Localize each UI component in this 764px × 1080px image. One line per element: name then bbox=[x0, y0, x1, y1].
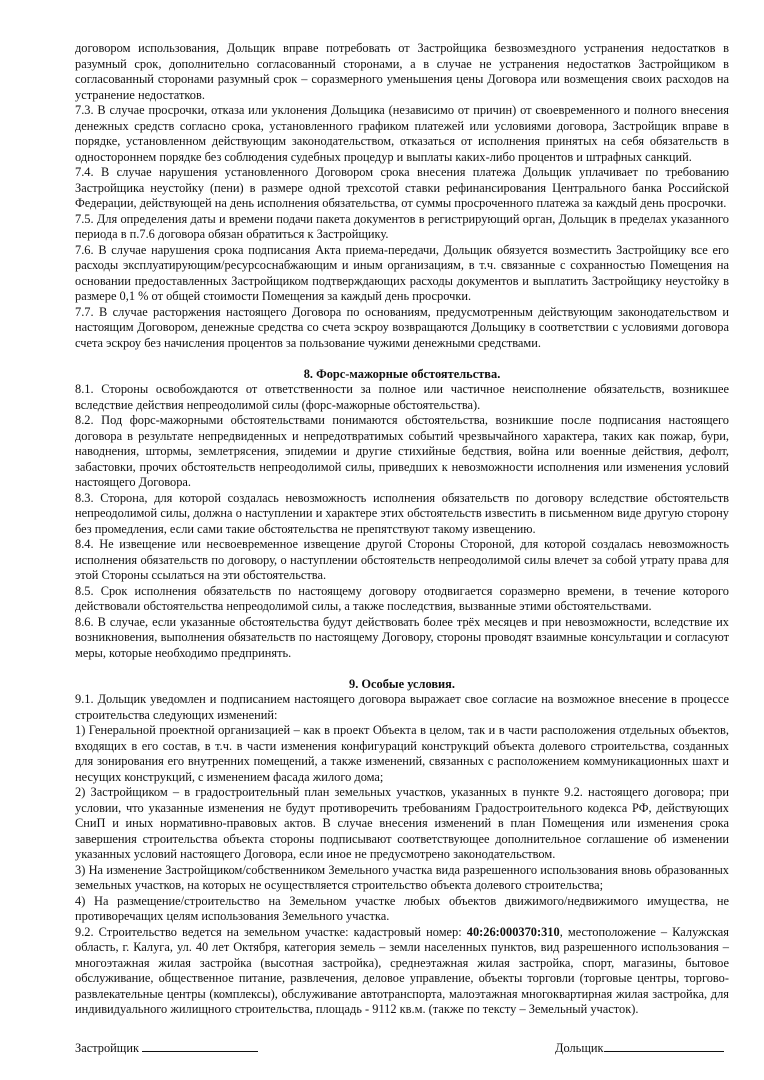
cadastral-number: 40:26:000370:310 bbox=[466, 924, 560, 939]
paragraph-9-1-item-3: 3) На изменение Застройщиком/собственником Земельного участка вида разрешенного использования вновь образованных земельных участков, на которых не осуществляется строительство объекта долевого строительства; bbox=[75, 862, 729, 892]
paragraph-9-1-item-4: 4) На размещение/строительство на Земельном участке любых объектов движимого/недвижимого имущества, не противоречащих целям использования Земельного участка. bbox=[75, 893, 729, 923]
paragraph-8-3: 8.3. Сторона, для которой создалась невозможность исполнения обязательств по договору вследствие обстоятельств непреодолимой силы, должна о наступлении и характере этих обстоятельств известить в письменном виде другую сторону без промедления, если сами такие обстоятельства не препятствуют такому извещению. bbox=[75, 490, 729, 536]
developer-label: Застройщик bbox=[75, 1041, 139, 1055]
developer-signature bbox=[75, 1040, 258, 1056]
section-9-heading: 9. Особые условия. bbox=[349, 676, 455, 691]
paragraph-9-1-item-1: 1) Генеральной проектной организацией – как в проект Объекта в целом, так и в части расположения отдельных объектов, входящих в его состав, в т.ч. в части изменения конфигураций конструкций объекта долевого строительства, созданных для зонирования его внутренних помещений, а также изменений, связанных с расположением коммуникационных шахт и несущих конструкций, с изменением фасада жилого дома; bbox=[75, 723, 729, 784]
shareholder-signature-line bbox=[604, 1040, 724, 1052]
paragraph-8-2: 8.2. Под форс-мажорными обстоятельствами понимаются обстоятельства, возникшие после подписания настоящего договора в результате непредвиденных и непредотвратимых событий чрезвычайного характера, таких как пожар, бури, наводнения, штормы, землетрясения, эпидемии и другие стихийные бедствия, война или военные действия, дефолт, забастовки, прочих обстоятельств непреодолимой силы, приведших к невозможности исполнения или изменения условий настоящего Договора. bbox=[75, 413, 729, 489]
paragraph-8-1: 8.1. Стороны освобождаются от ответственности за полное или частичное неисполнение обязательств, возникшее вследствие действия непреодолимой силы (форс-мажорные обстоятельства). bbox=[75, 382, 729, 412]
paragraph-8-6: 8.6. В случае, если указанные обстоятельства будут действовать более трёх месяцев и при невозможности, вследствие их возникновения, выполнения обязательств по настоящему Договору, стороны проводят взаимные консультации и согласуют меры, которые необходимо предпринять. bbox=[75, 614, 729, 660]
paragraph-7-4: 7.4. В случае нарушения установленного Договором срока внесения платежа Дольщик уплачивает по требованию Застройщика неустойку (пени) в размере одной трехсотой ставки рефинансирования Центрального банка Российской Федерации, действующей на день исполнения обязательства, от суммы просроченного платежа за каждый день просрочки. bbox=[75, 165, 729, 210]
paragraph-9-1: 9.1. Дольщик уведомлен и подписанием настоящего договора выражает свое согласие на возможное внесение в процессе строительства следующих изменений: bbox=[75, 692, 729, 722]
paragraph-8-4: 8.4. Не извещение или несвоевременное извещение другой Стороны Стороной, для которой создалась невозможность исполнения обязательств по договору, о наступлении обстоятельств непреодолимой силы влечет за собой утрату права для этой Стороны ссылаться на эти обстоятельства. bbox=[75, 537, 729, 582]
paragraph-7-3: 7.3. В случае просрочки, отказа или уклонения Дольщика (независимо от причин) от своевременного и полного внесения денежных средств согласно срока, установленного графиком платежей или условиями договора, Застройщик вправе в порядке, установленном действующим законодательством, отказаться от исполнения принятых на себя обязательств в одностороннем порядке без соблюдения судебных процедур и выплаты каких-либо процентов и штрафных санкций. bbox=[75, 103, 729, 164]
paragraph-9-1-item-2: 2) Застройщиком – в градостроительный план земельных участков, указанных в пункте 9.2. настоящего договора; при условии, что указанные изменения не будут противоречить требованиям Градостроительного кодекса РФ, действующих СниП и иных нормативно-правовых актов. В случае внесения изменений в план Помещения или изменения срока завершения строительства объекта стороны подписывают соответствующее дополнительное соглашение об изменении указанных условий настоящего Договора, если иное не предусмотрено законодательством. bbox=[75, 785, 729, 861]
paragraph-7-7: 7.7. В случае расторжения настоящего Договора по основаниям, предусмотренным действующим законодательством и настоящим Договором, денежные средства со счета эскроу возвращаются Дольщику в соответствии с условиями договора счета эскроу без начисления процентов за пользование чужими денежными средствами. bbox=[75, 304, 729, 350]
paragraph-8-5: 8.5. Срок исполнения обязательств по настоящему договору отодвигается соразмерно времени, в течение которого действовали обстоятельства непреодолимой силы, а также последствия, вызванные этими обстоятельствами. bbox=[75, 583, 729, 613]
paragraph-7-2-cont: договором использования, Дольщик вправе потребовать от Застройщика безвозмездного устранения недостатков в разумный срок, дополнительно согласованный сторонами, а в случае не устранения недостатков Застройщиком в согласованный сторонами разумный срок – соразмерного уменьшения цены Договора или возмещения своих расходов на устранение недостатков. bbox=[75, 41, 729, 102]
paragraph-7-5: 7.5. Для определения даты и времени подачи пакета документов в регистрирующий орган, Дольщик в пределах указанного периода в п.7.6 договора обязан обратиться к Застройщику. bbox=[75, 211, 729, 241]
shareholder-label: Дольщик bbox=[555, 1041, 604, 1055]
section-8-heading: 8. Форс-мажорные обстоятельства. bbox=[303, 366, 501, 381]
p92-text-end: , местоположение – Калужская область, г. Калуга, ул. 40 лет Октября, категория земель – земли населенных пунктов, вид разрешенного использования – многоэтажная жилая застройка (высотная застройка), среднеэтажная жилая застройка, спорт, магазины, бытовое обслуживание, общественное питание, развлечения, деловое управление, объекты торговли (торговые центры, торгово-развлекательные центры (комплексы), обслуживание автотранспорта, малоэтажная многоквартирная жилая застройка, для индивидуального жилищного строительства, площадь - 9112 кв.м. (также по тексту – Земельный участок). bbox=[75, 924, 729, 1016]
contract-page bbox=[75, 41, 729, 1018]
p92-text-start: 9.2. Строительство ведется на земельном участке: кадастровый номер: bbox=[75, 924, 467, 939]
paragraph-9-2 bbox=[75, 925, 729, 1018]
shareholder-signature bbox=[555, 1040, 724, 1056]
developer-signature-line bbox=[142, 1040, 258, 1052]
paragraph-7-6: 7.6. В случае нарушения срока подписания Акта приема-передачи, Дольщик обязуется возместить Застройщику все его расходы эксплуатирующим/ресурсоснабжающим и иным организациям, в т.ч. связанные с сохранностью Помещения на основании предоставленных Застройщиком подтверждающих расходы документов и выплатить Застройщику неустойку в размере 0,1 % от общей стоимости Помещения за каждый день просрочки. bbox=[75, 242, 729, 303]
